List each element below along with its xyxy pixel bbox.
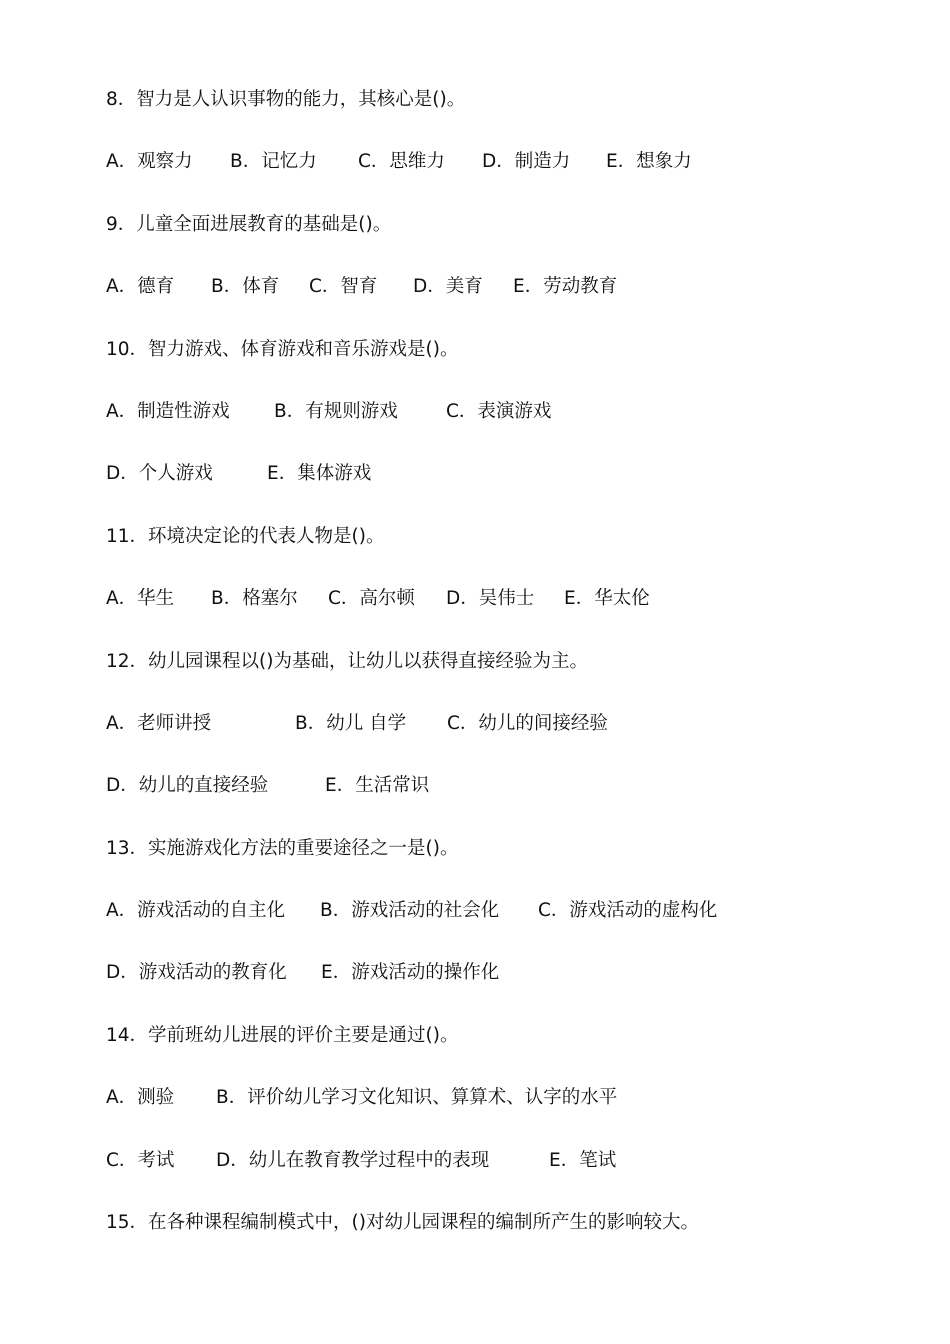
option-e: E．劳动教育: [513, 276, 618, 297]
option-c: C．智育: [309, 276, 378, 297]
option-e: E．游戏活动的操作化: [321, 962, 500, 983]
option-c: C．表演游戏: [446, 401, 552, 422]
option-b: B．体育: [211, 276, 280, 297]
option-c: C．考试: [106, 1150, 175, 1171]
question-12-stem: 12．幼儿园课程以()为基础，让幼儿以获得直接经验为主。: [106, 651, 588, 672]
option-d: D．制造力: [482, 151, 571, 172]
option-a: A．制造性游戏: [106, 401, 230, 422]
question-11-stem: 11．环境决定论的代表人物是()。: [106, 526, 385, 547]
option-b: B．评价幼儿学习文化知识、算算术、认字的水平: [216, 1087, 618, 1108]
option-b: B．格塞尔: [211, 588, 298, 609]
question-10-stem: 10．智力游戏、体育游戏和音乐游戏是()。: [106, 339, 459, 360]
option-c: C．游戏活动的虚构化: [538, 900, 718, 921]
option-a: A．老师讲授: [106, 713, 212, 734]
option-d: D．幼儿在教育教学过程中的表现: [216, 1150, 490, 1171]
option-b: B．有规则游戏: [274, 401, 398, 422]
option-e: E．笔试: [549, 1150, 617, 1171]
option-a: A．测验: [106, 1087, 175, 1108]
option-b: B．游戏活动的社会化: [320, 900, 500, 921]
option-d: D．游戏活动的教育化: [106, 962, 287, 983]
option-b: B．记忆力: [230, 151, 317, 172]
option-d: D．个人游戏: [106, 463, 213, 484]
option-d: D．幼儿的直接经验: [106, 775, 269, 796]
question-13-stem: 13．实施游戏化方法的重要途径之一是()。: [106, 838, 459, 859]
option-e: E．生活常识: [325, 775, 430, 796]
option-e: E．想象力: [606, 151, 692, 172]
option-a: A．华生: [106, 588, 175, 609]
option-d: D．美育: [413, 276, 483, 297]
option-c: C．幼儿的间接经验: [447, 713, 608, 734]
question-9-stem: 9．儿童全面进展教育的基础是()。: [106, 214, 392, 235]
option-c: C．思维力: [358, 151, 445, 172]
question-14-stem: 14．学前班幼儿进展的评价主要是通过()。: [106, 1025, 459, 1046]
option-b: B．幼儿 自学: [295, 713, 407, 734]
option-e: E．集体游戏: [267, 463, 372, 484]
question-15-stem: 15．在各种课程编制模式中，()对幼儿园课程的编制所产生的影响较大。: [106, 1212, 699, 1233]
option-e: E．华太伦: [564, 588, 650, 609]
option-a: A．观察力: [106, 151, 193, 172]
option-a: A．德育: [106, 276, 175, 297]
option-a: A．游戏活动的自主化: [106, 900, 286, 921]
question-8-stem: 8．智力是人认识事物的能力，其核心是()。: [106, 89, 466, 110]
option-d: D．吴伟士: [446, 588, 535, 609]
option-c: C．高尔顿: [328, 588, 415, 609]
